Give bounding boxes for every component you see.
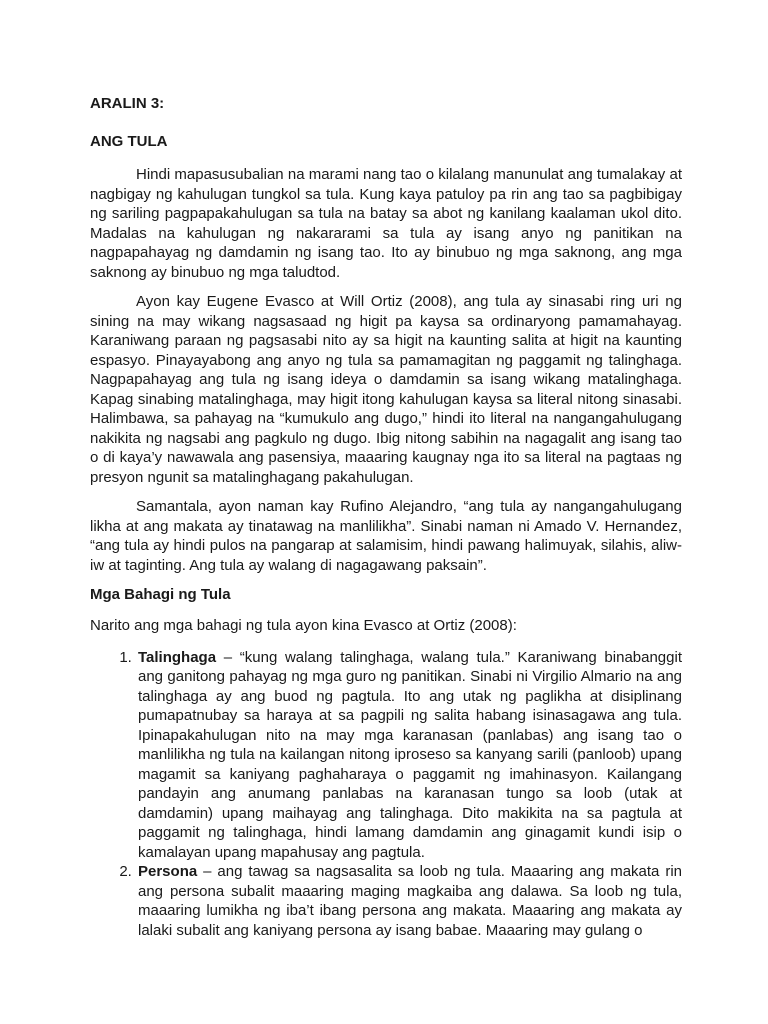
definition-persona: – ang tawag sa nagsasalita sa loob ng tula. Maaaring ang makata rin ang persona subalit maaaring maging magkaiba ang dalawa. Sa loob ng tula, maaaring lumikha ng iba’t ibang persona ang makata. Maaaring ang makata ay lalaki subalit ang kaniyang persona ay isang babae. Maaaring may gulang o bbox=[138, 863, 682, 939]
lesson-label: ARALIN 3: bbox=[90, 95, 165, 112]
paragraph-1: Hindi mapasusubalian na marami nang tao o kilalang manunulat ang tumalakay at nagbigay ng kahulugan tungkol sa tula. Kung kaya patuloy pa rin ang tao sa pagbibigay ng sariling pagpapakahulugan sa tula na batay sa abot ng kanilang kaalaman ukol dito. Madalas na kahulugan ng nakararami sa tula ay isang anyo ng panitikan na nagpapahayag ng damdamin ng isang tao. Ito ay binubuo ng mga saknong, ang mga saknong ay binubuo ng mga taludtod. bbox=[90, 166, 682, 281]
list-item bbox=[136, 862, 682, 940]
list-item bbox=[136, 648, 682, 863]
paragraph-2: Ayon kay Eugene Evasco at Will Ortiz (2008), ang tula ay sinasabi ring uri ng sining na may wikang nagsasaad ng higit pa kaysa sa ordinaryong pamamahayag. Karaniwang paraan ng pagsasabi nito ay sa higit na kaunting salita at higit na kaunting espasyo. Pinayayabong ang anyo ng tula sa pamamagitan ng paggamit ng talinghaga. Nagpapahayag ang tula ng isang ideya o damdamin sa isang wikang matalinghaga. Kapag sinabing matalinghaga, may higit itong kahulugan kaysa sa literal nitong sinasabi. Halimbawa, sa pahayag na “kumukulo ang dugo,” hindi ito literal na nangangahulugang nakikita ng nagsabi ang pagkulo ng dugo. Ibig nitong sabihin na nagagalit ang isang tao o di kaya’y nawawala ang pasensiya, maaaring kaugnay nga ito sa literal na pagtaas ng presyon ngunit sa matalinghagang pakahulugan. bbox=[90, 293, 682, 486]
page-title: ANG TULA bbox=[90, 133, 168, 150]
section-heading: Mga Bahagi ng Tula bbox=[90, 586, 231, 603]
paragraph-3: Samantala, ayon naman kay Rufino Alejandro, “ang tula ay nangangahulugang likha at ang makata ay tinatawag na manlilikha”. Sinabi naman ni Amado V. Hernandez, “ang tula ay hindi pulos na pangarap at salamisim, hindi pawang halimuyak, silahis, aliw-iw at taginting. Ang tula ay walang di nagagawang paksain”. bbox=[90, 498, 682, 574]
section-intro: Narito ang mga bahagi ng tula ayon kina Evasco at Ortiz (2008): bbox=[90, 617, 517, 634]
term-talinghaga: Talinghaga bbox=[138, 648, 217, 666]
definition-talinghaga: – “kung walang talinghaga, walang tula.” Karaniwang binabanggit ang ganitong pahayag ng mga guro ng panitikan. Sinabi ni Virgilio Almario na ang talinghaga ay ang buod ng pagtula. Ito ang utak ng paglikha at disiplinang pumapatnubay sa haraya at sa pagpili ng salita habang isinasagawa ang tula. Ipinapakahulugan nito na may mga karanasan (panlabas) ang isang tao o manlilikha ng tula na kailangan nitong iproseso sa kanyang sarili (panloob) upang magamit sa kaniyang paghaharaya o paggamit ng imahinasyon. Kailangang pandayin ang anumang panlabas na karanasan tungo sa loob (utak at damdamin) upang maihayag ang talinghaga. Dito makikita na sa pagtula at paggamit ng talinghaga, hindi lamang damdamin ang ginagamit kundi isip o kamalayan upang mapahusay ang pagtula. bbox=[138, 648, 682, 861]
parts-list bbox=[90, 648, 682, 941]
term-persona: Persona bbox=[138, 863, 198, 880]
